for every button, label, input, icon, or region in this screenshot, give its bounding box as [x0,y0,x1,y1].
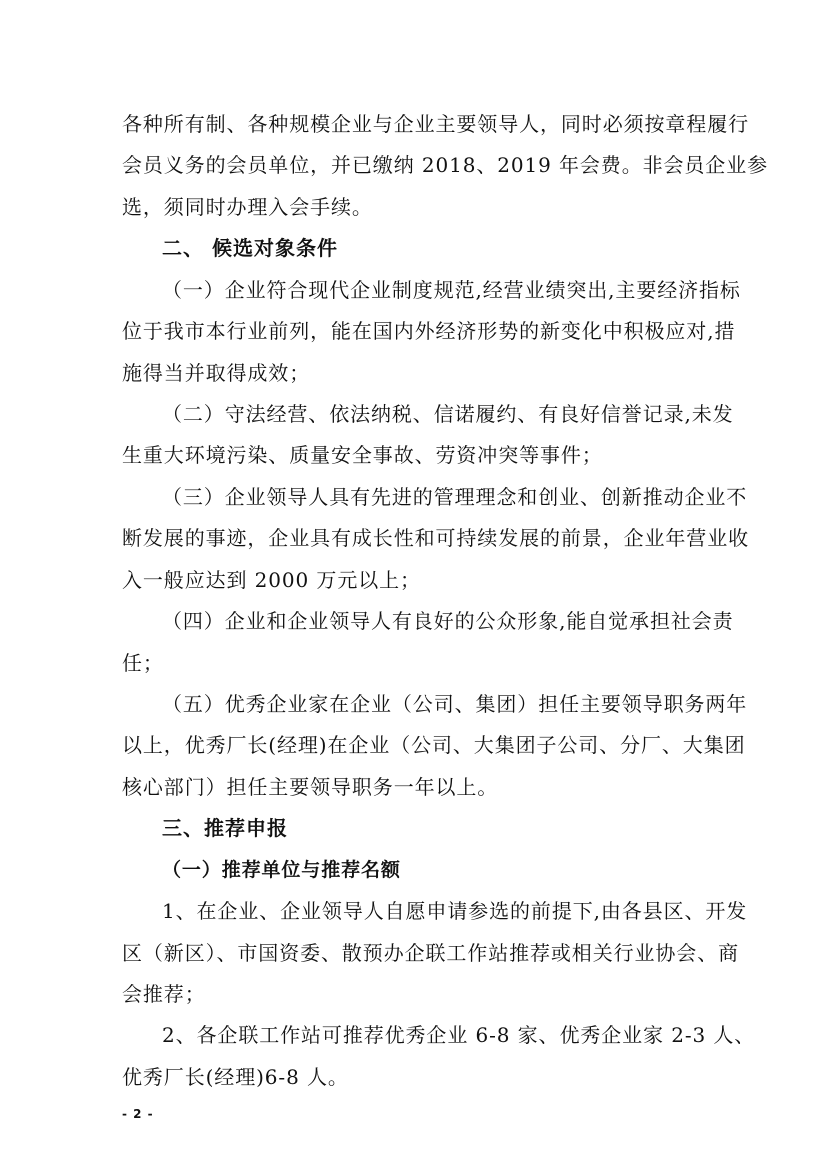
paragraph-line: 区（新区）、市国资委、散预办企联工作站推荐或相关行业协会、商 [122,941,739,965]
paragraph-line: （五）优秀企业家在企业（公司、集团）担任主要领导职务两年 [162,692,748,716]
paragraph-line: 施得当并取得成效； [122,361,311,385]
paragraph-line: 以上，优秀厂长(经理)在企业（公司、大集团子公司、分厂、大集团 [122,733,746,757]
section-heading-candidate-conditions: 二、 候选对象条件 [162,236,338,260]
paragraph-line: （四）企业和企业领导人有良好的公众形象,能自觉承担社会责 [162,609,734,633]
paragraph-line: 会推荐； [122,982,206,1006]
paragraph-line: （二）守法经营、依法纳税、信诺履约、有良好信誉记录,未发 [162,402,734,426]
paragraph-line: 入一般应达到 2000 万元以上； [122,568,421,592]
paragraph-line: 断发展的事迹，企业具有成长性和可持续发展的前景，企业年营业收 [122,526,749,550]
paragraph-line: 2、各企联工作站可推荐优秀企业 6-8 家、优秀企业家 2-3 人、 [162,1023,756,1047]
paragraph-line: （三）企业领导人具有先进的管理理念和创业、创新推动企业不 [162,485,748,509]
paragraph-line: 优秀厂长(经理)6-8 人。 [122,1065,349,1089]
paragraph-line: 会员义务的会员单位，并已缴纳 2018、2019 年会费。非会员企业参 [122,153,769,177]
paragraph-line: 位于我市本行业前列，能在国内外经济形势的新变化中积极应对,措 [122,319,736,343]
paragraph-line: 选，须同时办理入会手续。 [122,195,373,219]
paragraph-line: 生重大环境污染、质量安全事故、劳资冲突等事件； [122,443,603,467]
paragraph-line: 任； [122,651,164,675]
paragraph-line: 核心部门）担任主要领导职务一年以上。 [122,775,499,799]
subsection-heading-recommending-units: （一）推荐单位与推荐名额 [162,859,401,881]
paragraph-line: （一）企业符合现代企业制度规范,经营业绩突出,主要经济指标 [162,278,741,302]
paragraph-line: 1、在企业、企业领导人自愿申请参选的前提下,由各县区、开发 [162,899,748,923]
paragraph-line: 各种所有制、各种规模企业与企业主要领导人，同时必须按章程履行 [122,112,749,136]
page-number: - 2 - [122,1107,154,1121]
section-heading-recommendation: 三、推荐申报 [162,816,288,840]
